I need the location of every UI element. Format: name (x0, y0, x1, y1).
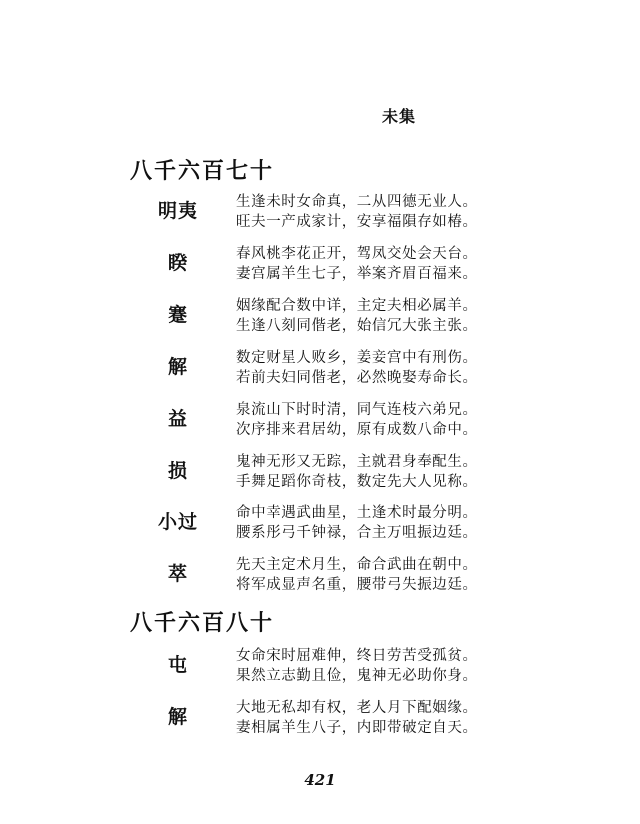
verse-line: 生逢未时女命真，二从四德无业人。 (236, 194, 478, 210)
running-header: 未集 (382, 107, 417, 126)
hexagram-name: 小过 (157, 511, 198, 533)
verse-lines (236, 192, 478, 232)
verse-entry (0, 555, 640, 599)
verse-lines (236, 555, 478, 595)
verse-line: 女命宋时屈难伸，终日劳苦受孤贫。 (236, 648, 478, 664)
hexagram-name: 睽 (167, 252, 188, 274)
hexagram-name: 解 (167, 356, 188, 378)
hexagram-name: 损 (167, 460, 188, 482)
verse-line: 数定财星人败乡，姜妾宫中有刑伤。 (236, 350, 478, 366)
verse-line: 先天主定术月生，命合武曲在朝中。 (236, 557, 478, 573)
verse-line: 鬼神无形又无踪，主就君身奉配生。 (236, 454, 478, 470)
verse-line: 泉流山下时时清，同气连枝六弟兄。 (236, 402, 478, 418)
hexagram-name: 解 (167, 706, 188, 728)
verse-lines (236, 348, 478, 388)
verse-entry (0, 646, 640, 690)
verse-entry (0, 503, 640, 547)
section-title: 八千六百八十 (130, 610, 275, 636)
verse-entry (0, 244, 640, 288)
verse-line: 腰系彤弓千钟禄，合主万咀振边廷。 (236, 525, 478, 541)
verse-lines (236, 646, 478, 686)
verse-entry (0, 296, 640, 340)
section-title: 八千六百七十 (130, 158, 275, 184)
verse-line: 次序排来君居幼，原有成数八命中。 (236, 422, 478, 438)
verse-line: 旺夫一产成家计，安享福隕存如椿。 (236, 214, 478, 230)
verse-lines (236, 244, 478, 284)
hexagram-name: 屯 (167, 654, 188, 676)
verse-entry (0, 192, 640, 236)
verse-line: 妻宫属羊生七子，举案齐眉百福来。 (236, 266, 478, 282)
verse-line: 若前夫妇同偕老，必然晚娶寿命长。 (236, 370, 478, 386)
verse-lines (236, 698, 478, 738)
hexagram-name: 明夷 (157, 200, 198, 222)
hexagram-name: 益 (167, 408, 188, 430)
verse-entry (0, 348, 640, 392)
verse-entry (0, 698, 640, 742)
page-number: 421 (304, 771, 336, 789)
verse-lines (236, 503, 478, 543)
verse-entry (0, 452, 640, 496)
verse-line: 姻缘配合数中详，主定夫相必属羊。 (236, 298, 478, 314)
verse-line: 生逢八刻同偕老，始信冗大张主张。 (236, 318, 478, 334)
verse-line: 命中幸遇武曲星，土逢术时最分明。 (236, 505, 478, 521)
verse-line: 大地无私却有权，老人月下配姻缘。 (236, 700, 478, 716)
verse-line: 将军成显声名重，腰带弓失振边廷。 (236, 577, 478, 593)
hexagram-name: 萃 (167, 563, 188, 585)
verse-line: 果然立志勤且俭，鬼神无必助你身。 (236, 668, 478, 684)
verse-lines (236, 400, 478, 440)
verse-line: 妻相属羊生八子，内即带破定自天。 (236, 720, 478, 736)
verse-lines (236, 296, 478, 336)
verse-line: 手舞足蹈你奇枝，数定先大人见称。 (236, 474, 478, 490)
verse-entry (0, 400, 640, 444)
verse-lines (236, 452, 478, 492)
hexagram-name: 蹇 (167, 304, 188, 326)
verse-line: 春风桃李花正开，驾凤交处会天台。 (236, 246, 478, 262)
